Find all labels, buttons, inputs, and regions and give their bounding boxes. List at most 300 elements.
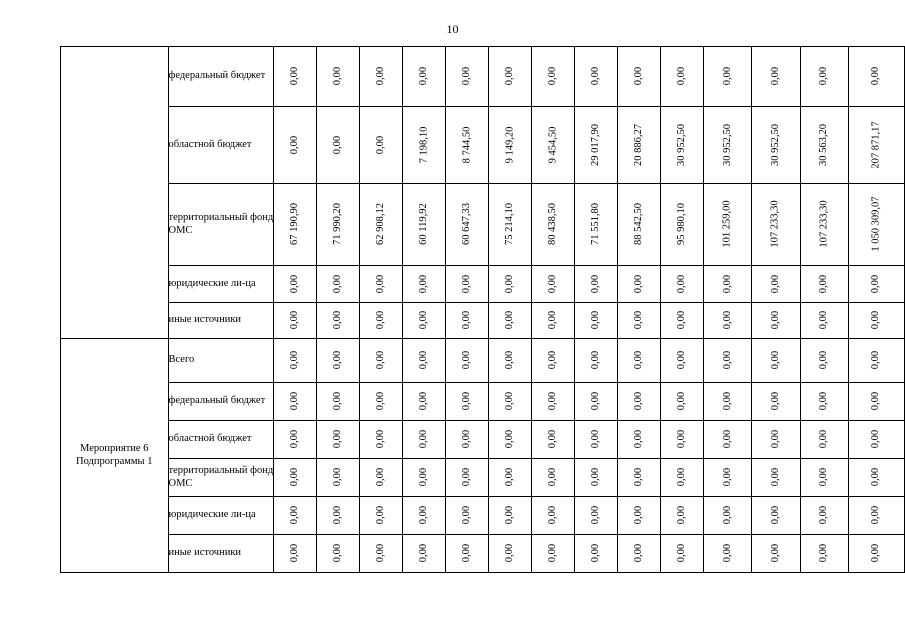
value-text: 0,00 xyxy=(633,274,645,294)
value-cell xyxy=(752,421,800,459)
value-cell xyxy=(704,421,752,459)
value-cell xyxy=(800,184,848,266)
value-text: 0,00 xyxy=(289,67,301,86)
value-text: 0,00 xyxy=(332,67,344,86)
funding-source-label: областной бюджет xyxy=(168,107,274,184)
value-text: 0,00 xyxy=(769,468,781,487)
value-text: 0,00 xyxy=(633,544,645,563)
value-text: 0,00 xyxy=(870,544,882,563)
table-row xyxy=(61,47,905,107)
value-text: 0,00 xyxy=(818,468,830,487)
value-text: 30 952,50 xyxy=(769,124,781,166)
value-cell xyxy=(618,497,661,535)
value-text: 0,00 xyxy=(818,544,830,563)
value-cell xyxy=(403,184,446,266)
value-cell xyxy=(752,535,800,573)
value-cell xyxy=(800,107,848,184)
value-text: 9 454,50 xyxy=(547,126,559,164)
value-text: 0,00 xyxy=(332,506,344,525)
value-cell xyxy=(704,47,752,107)
value-cell xyxy=(446,535,489,573)
value-cell xyxy=(752,339,800,383)
value-cell xyxy=(575,383,618,421)
value-cell xyxy=(403,383,446,421)
value-cell xyxy=(489,383,532,421)
table-row xyxy=(61,383,905,421)
value-cell xyxy=(661,107,704,184)
value-text: 0,00 xyxy=(547,392,559,411)
value-cell xyxy=(704,107,752,184)
value-text: 0,00 xyxy=(676,274,688,294)
funding-source-label: федеральный бюджет xyxy=(168,47,274,107)
value-text: 0,00 xyxy=(547,506,559,525)
value-cell xyxy=(661,47,704,107)
value-cell xyxy=(360,421,403,459)
value-text: 0,00 xyxy=(769,392,781,411)
value-text: 0,00 xyxy=(818,274,830,294)
value-cell xyxy=(848,383,904,421)
value-text: 0,00 xyxy=(769,506,781,525)
value-cell xyxy=(618,383,661,421)
value-cell xyxy=(661,383,704,421)
value-text: 0,00 xyxy=(676,544,688,563)
value-text: 0,00 xyxy=(418,311,430,330)
value-cell xyxy=(489,266,532,303)
value-text: 0,00 xyxy=(721,392,733,411)
value-text: 0,00 xyxy=(375,67,387,86)
value-cell xyxy=(274,535,317,573)
value-text: 0,00 xyxy=(769,351,781,370)
value-cell xyxy=(489,535,532,573)
value-text: 0,00 xyxy=(870,311,882,330)
value-cell xyxy=(489,497,532,535)
value-cell xyxy=(752,184,800,266)
value-text: 0,00 xyxy=(504,544,516,563)
value-cell xyxy=(274,47,317,107)
value-text: 0,00 xyxy=(375,135,387,155)
value-text: 0,00 xyxy=(289,430,301,449)
value-text: 0,00 xyxy=(547,274,559,294)
value-cell xyxy=(848,339,904,383)
value-text: 0,00 xyxy=(769,544,781,563)
value-cell xyxy=(704,535,752,573)
value-cell xyxy=(317,497,360,535)
value-cell xyxy=(661,184,704,266)
value-cell xyxy=(800,383,848,421)
value-cell xyxy=(489,421,532,459)
value-text: 0,00 xyxy=(590,351,602,370)
value-cell xyxy=(360,266,403,303)
value-text: 0,00 xyxy=(769,311,781,330)
value-cell xyxy=(800,459,848,497)
value-cell xyxy=(403,47,446,107)
value-cell xyxy=(800,303,848,339)
value-cell xyxy=(317,107,360,184)
value-cell xyxy=(446,459,489,497)
value-text: 0,00 xyxy=(633,468,645,487)
value-text: 0,00 xyxy=(818,430,830,449)
value-text: 0,00 xyxy=(870,430,882,449)
value-cell xyxy=(532,107,575,184)
value-text: 0,00 xyxy=(332,311,344,330)
value-text: 0,00 xyxy=(633,430,645,449)
table-row xyxy=(61,266,905,303)
value-text: 0,00 xyxy=(676,392,688,411)
value-cell xyxy=(575,266,618,303)
value-text: 0,00 xyxy=(461,274,473,294)
value-text: 0,00 xyxy=(504,468,516,487)
value-text: 60 119,92 xyxy=(418,203,430,246)
value-cell xyxy=(848,47,904,107)
value-cell xyxy=(489,303,532,339)
group-label-cell xyxy=(61,47,169,339)
value-cell xyxy=(274,459,317,497)
table-row xyxy=(61,459,905,497)
value-text: 0,00 xyxy=(818,392,830,411)
value-text: 0,00 xyxy=(375,544,387,563)
value-cell xyxy=(575,339,618,383)
value-text: 0,00 xyxy=(870,506,882,525)
value-cell xyxy=(618,303,661,339)
value-text: 0,00 xyxy=(375,392,387,411)
table-row xyxy=(61,303,905,339)
value-text: 107 233,30 xyxy=(769,200,781,249)
value-cell xyxy=(446,303,489,339)
value-cell xyxy=(848,535,904,573)
value-text: 30 952,50 xyxy=(676,124,688,166)
value-text: 0,00 xyxy=(375,506,387,525)
value-text: 0,00 xyxy=(547,67,559,86)
value-cell xyxy=(661,535,704,573)
value-cell xyxy=(575,421,618,459)
value-cell xyxy=(848,266,904,303)
value-cell xyxy=(403,421,446,459)
value-text: 0,00 xyxy=(633,311,645,330)
value-text: 0,00 xyxy=(332,468,344,487)
value-text: 60 647,33 xyxy=(461,203,473,246)
value-text: 0,00 xyxy=(590,67,602,86)
value-cell xyxy=(446,47,489,107)
value-text: 0,00 xyxy=(721,506,733,525)
value-text: 80 438,50 xyxy=(547,203,559,246)
value-cell xyxy=(848,497,904,535)
value-cell xyxy=(532,459,575,497)
value-text: 0,00 xyxy=(504,351,516,370)
funding-source-label: Всего xyxy=(168,339,274,383)
funding-source-label: иные источники xyxy=(168,303,274,339)
value-cell xyxy=(274,421,317,459)
funding-source-label: территориальный фонд ОМС xyxy=(168,459,274,497)
value-text: 0,00 xyxy=(461,392,473,411)
value-cell xyxy=(403,266,446,303)
value-cell xyxy=(360,303,403,339)
value-cell xyxy=(575,497,618,535)
value-text: 0,00 xyxy=(289,506,301,525)
value-cell xyxy=(317,535,360,573)
value-text: 0,00 xyxy=(289,544,301,563)
value-text: 30 563,20 xyxy=(818,124,830,166)
value-cell xyxy=(274,266,317,303)
value-text: 0,00 xyxy=(590,274,602,294)
value-cell xyxy=(800,535,848,573)
value-text: 75 214,10 xyxy=(504,203,516,246)
value-text: 207 871,17 xyxy=(870,121,882,169)
value-text: 30 952,50 xyxy=(721,124,733,166)
value-text: 0,00 xyxy=(418,544,430,563)
value-text: 0,00 xyxy=(547,311,559,330)
value-cell xyxy=(618,459,661,497)
value-text: 0,00 xyxy=(590,392,602,411)
value-cell xyxy=(800,497,848,535)
value-text: 0,00 xyxy=(504,274,516,294)
value-cell xyxy=(661,421,704,459)
value-text: 0,00 xyxy=(375,468,387,487)
value-cell xyxy=(317,459,360,497)
value-cell xyxy=(532,497,575,535)
value-text: 0,00 xyxy=(870,351,882,370)
budget-table xyxy=(60,46,905,573)
value-text: 0,00 xyxy=(721,67,733,86)
value-cell xyxy=(618,184,661,266)
value-cell xyxy=(618,266,661,303)
group-label-cell: Мероприятие 6 Подпрограммы 1 xyxy=(61,339,169,573)
value-text: 0,00 xyxy=(769,274,781,294)
value-cell xyxy=(317,184,360,266)
value-cell xyxy=(800,421,848,459)
value-text: 0,00 xyxy=(418,506,430,525)
value-cell xyxy=(532,383,575,421)
value-cell xyxy=(848,421,904,459)
value-cell xyxy=(752,497,800,535)
value-cell xyxy=(752,47,800,107)
value-text: 0,00 xyxy=(375,274,387,294)
value-text: 88 542,50 xyxy=(633,203,645,246)
value-text: 20 886,27 xyxy=(633,124,645,166)
value-cell xyxy=(403,459,446,497)
value-cell xyxy=(489,184,532,266)
value-text: 0,00 xyxy=(504,506,516,525)
value-text: 0,00 xyxy=(633,392,645,411)
value-text: 0,00 xyxy=(461,311,473,330)
value-cell xyxy=(360,497,403,535)
value-text: 0,00 xyxy=(418,67,430,86)
value-text: 0,00 xyxy=(547,430,559,449)
value-cell xyxy=(317,303,360,339)
value-text: 0,00 xyxy=(504,67,516,86)
value-text: 0,00 xyxy=(769,67,781,86)
value-text: 0,00 xyxy=(289,392,301,411)
table-row xyxy=(61,339,905,383)
value-cell xyxy=(274,184,317,266)
value-cell xyxy=(532,47,575,107)
value-cell xyxy=(403,303,446,339)
value-cell xyxy=(446,107,489,184)
value-cell xyxy=(532,421,575,459)
value-cell xyxy=(752,266,800,303)
value-text: 0,00 xyxy=(504,311,516,330)
value-cell xyxy=(274,383,317,421)
value-text: 0,00 xyxy=(418,274,430,294)
value-text: 0,00 xyxy=(818,67,830,86)
value-text: 0,00 xyxy=(504,392,516,411)
value-cell xyxy=(489,459,532,497)
value-cell xyxy=(403,107,446,184)
value-cell xyxy=(360,339,403,383)
value-cell xyxy=(800,339,848,383)
funding-source-label: юридические ли-ца xyxy=(168,497,274,535)
value-text: 0,00 xyxy=(633,67,645,86)
value-text: 0,00 xyxy=(332,392,344,411)
value-cell xyxy=(848,303,904,339)
value-cell xyxy=(575,107,618,184)
value-cell xyxy=(704,459,752,497)
value-cell xyxy=(274,303,317,339)
funding-source-label: федеральный бюджет xyxy=(168,383,274,421)
value-text: 0,00 xyxy=(547,544,559,563)
value-cell xyxy=(274,497,317,535)
value-text: 0,00 xyxy=(461,506,473,525)
value-cell xyxy=(532,266,575,303)
value-cell xyxy=(360,184,403,266)
value-cell xyxy=(446,266,489,303)
value-text: 0,00 xyxy=(332,430,344,449)
value-text: 0,00 xyxy=(289,274,301,294)
value-text: 0,00 xyxy=(721,351,733,370)
value-text: 0,00 xyxy=(818,351,830,370)
value-cell xyxy=(403,535,446,573)
value-text: 0,00 xyxy=(332,135,344,155)
value-text: 0,00 xyxy=(418,430,430,449)
value-cell xyxy=(317,383,360,421)
value-text: 0,00 xyxy=(461,351,473,370)
value-text: 0,00 xyxy=(590,430,602,449)
value-text: 71 551,80 xyxy=(590,203,602,246)
value-text: 0,00 xyxy=(289,351,301,370)
value-cell xyxy=(575,184,618,266)
value-text: 0,00 xyxy=(676,506,688,525)
value-cell xyxy=(446,339,489,383)
value-cell xyxy=(848,107,904,184)
value-text: 67 190,90 xyxy=(289,203,301,246)
value-text: 0,00 xyxy=(870,392,882,411)
value-text: 0,00 xyxy=(721,544,733,563)
value-cell xyxy=(274,107,317,184)
value-text: 1 050 309,07 xyxy=(870,196,882,253)
value-cell xyxy=(532,303,575,339)
value-text: 0,00 xyxy=(418,351,430,370)
value-cell xyxy=(618,535,661,573)
value-text: 0,00 xyxy=(590,311,602,330)
value-text: 0,00 xyxy=(870,274,882,294)
value-cell xyxy=(446,497,489,535)
value-cell xyxy=(618,339,661,383)
value-cell xyxy=(848,459,904,497)
value-cell xyxy=(532,535,575,573)
value-cell xyxy=(360,47,403,107)
value-text: 0,00 xyxy=(375,351,387,370)
table-row xyxy=(61,107,905,184)
value-text: 107 233,30 xyxy=(818,200,830,249)
value-cell xyxy=(704,184,752,266)
page-number: 10 xyxy=(446,22,459,36)
value-cell xyxy=(317,47,360,107)
value-text: 0,00 xyxy=(590,544,602,563)
value-cell xyxy=(489,107,532,184)
value-cell xyxy=(704,339,752,383)
value-text: 29 017,90 xyxy=(590,124,602,166)
value-text: 0,00 xyxy=(461,430,473,449)
value-text: 0,00 xyxy=(332,351,344,370)
table-row xyxy=(61,421,905,459)
value-text: 0,00 xyxy=(332,274,344,294)
value-text: 0,00 xyxy=(289,311,301,330)
value-cell xyxy=(575,459,618,497)
value-cell xyxy=(532,339,575,383)
value-cell xyxy=(661,339,704,383)
value-text: 0,00 xyxy=(547,351,559,370)
value-text: 101 259,00 xyxy=(721,200,733,249)
value-text: 0,00 xyxy=(461,468,473,487)
value-text: 0,00 xyxy=(676,351,688,370)
value-text: 0,00 xyxy=(590,468,602,487)
value-cell xyxy=(704,266,752,303)
value-cell xyxy=(800,47,848,107)
value-text: 0,00 xyxy=(676,67,688,86)
value-text: 0,00 xyxy=(461,544,473,563)
value-text: 0,00 xyxy=(633,351,645,370)
value-text: 0,00 xyxy=(590,506,602,525)
value-text: 0,00 xyxy=(818,506,830,525)
value-cell xyxy=(575,47,618,107)
value-cell xyxy=(489,47,532,107)
value-cell xyxy=(575,303,618,339)
value-text: 0,00 xyxy=(721,311,733,330)
value-cell xyxy=(618,47,661,107)
table-row xyxy=(61,184,905,266)
value-text: 0,00 xyxy=(870,468,882,487)
value-cell xyxy=(752,459,800,497)
value-cell xyxy=(618,421,661,459)
table-row xyxy=(61,497,905,535)
value-text: 95 980,10 xyxy=(676,203,688,246)
value-text: 0,00 xyxy=(332,544,344,563)
value-text: 0,00 xyxy=(676,468,688,487)
value-text: 0,00 xyxy=(721,274,733,294)
value-cell xyxy=(446,421,489,459)
value-cell xyxy=(752,107,800,184)
value-text: 0,00 xyxy=(633,506,645,525)
value-text: 0,00 xyxy=(676,430,688,449)
value-cell xyxy=(446,184,489,266)
value-text: 0,00 xyxy=(504,430,516,449)
value-text: 0,00 xyxy=(418,392,430,411)
value-text: 0,00 xyxy=(375,430,387,449)
value-cell xyxy=(575,535,618,573)
value-text: 71 990,20 xyxy=(332,203,344,246)
value-text: 0,00 xyxy=(375,311,387,330)
table-row xyxy=(61,535,905,573)
value-cell xyxy=(274,339,317,383)
value-text: 0,00 xyxy=(547,468,559,487)
value-text: 0,00 xyxy=(289,468,301,487)
value-cell xyxy=(704,497,752,535)
value-text: 0,00 xyxy=(721,430,733,449)
value-cell xyxy=(360,459,403,497)
funding-source-label: иные источники xyxy=(168,535,274,573)
value-text: 0,00 xyxy=(721,468,733,487)
value-text: 0,00 xyxy=(769,430,781,449)
value-cell xyxy=(661,266,704,303)
